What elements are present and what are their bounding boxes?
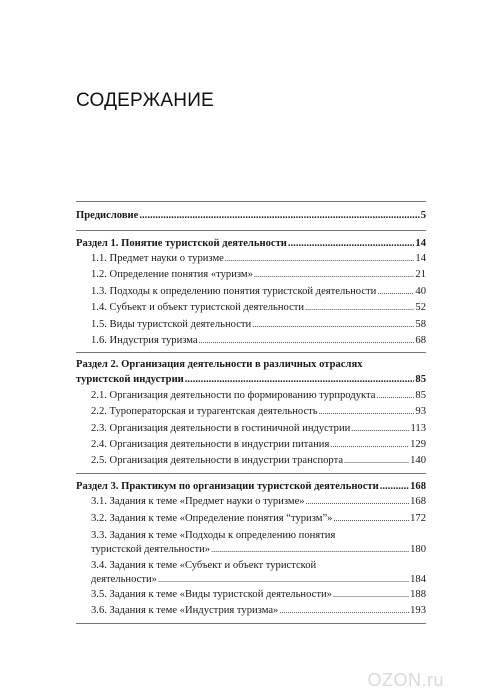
leader-dots xyxy=(252,317,414,333)
section-items xyxy=(76,494,426,620)
leader-dots xyxy=(199,333,415,349)
leader-dots xyxy=(279,603,409,619)
item-page: 193 xyxy=(410,605,426,617)
item-page: 113 xyxy=(410,422,426,434)
leader-dots xyxy=(305,300,414,316)
item-label: 1.6. Индустрия туризма xyxy=(91,334,198,346)
toc-item-line1: 3.3. Задания к теме «Подходы к определению понятия xyxy=(91,530,336,542)
leader-dots xyxy=(158,573,409,587)
item-label: 1.3. Подходы к определению понятия туристской деятельности xyxy=(91,285,377,297)
item-label: 2.1. Организация деятельности по формированию турпродукта xyxy=(91,389,376,401)
toc-section-2 xyxy=(76,353,426,472)
leader-dots xyxy=(139,208,419,224)
toc-item xyxy=(91,404,426,420)
item-label: 1.2. Определение понятия «туризм» xyxy=(91,269,253,281)
item-page: 14 xyxy=(415,253,426,264)
section-title: Раздел 1. Понятие туристской деятельности xyxy=(76,237,287,249)
toc-item xyxy=(91,284,426,300)
item-page: 188 xyxy=(410,589,426,601)
section-title: Раздел 3. Практикум по организации туристской деятельности xyxy=(76,480,379,492)
item-page: 52 xyxy=(415,302,426,314)
toc-item xyxy=(91,543,426,557)
leader-dots xyxy=(288,236,415,252)
item-page: 129 xyxy=(410,439,426,451)
section-page: 14 xyxy=(415,237,426,249)
toc-item xyxy=(91,388,426,404)
toc-item xyxy=(91,421,426,437)
item-label: 2.4. Организация деятельности в индустрии питания xyxy=(91,439,330,451)
leader-dots xyxy=(351,421,409,437)
leader-dots xyxy=(225,251,415,267)
leader-dots xyxy=(254,267,415,283)
leader-dots xyxy=(377,284,414,300)
leader-dots xyxy=(380,479,409,495)
item-page: 68 xyxy=(415,334,426,346)
item-label: 2.2. Туроператорская и турагентская деятельность xyxy=(91,406,318,418)
preface-page: 5 xyxy=(420,210,426,221)
leader-dots xyxy=(330,437,409,453)
leader-dots xyxy=(185,372,415,388)
section-page: 85 xyxy=(415,374,426,386)
toc-item xyxy=(91,511,426,527)
item-page: 93 xyxy=(415,406,426,418)
section-title-line1: Раздел 2. Организация деятельности в различных отраслях xyxy=(76,359,363,371)
item-page: 168 xyxy=(410,496,426,508)
watermark: OZON.ru xyxy=(367,670,444,690)
leader-dots xyxy=(333,511,409,527)
item-label: деятельности» xyxy=(91,574,157,586)
toc-item xyxy=(91,587,426,603)
toc-item xyxy=(91,333,426,349)
item-label: туристской деятельности» xyxy=(91,544,211,556)
divider xyxy=(76,623,426,624)
item-page: 140 xyxy=(410,455,426,467)
toc-preface xyxy=(76,202,426,230)
item-label: 1.1. Предмет науки о туризме xyxy=(91,253,224,264)
section-items xyxy=(76,251,426,349)
leader-dots xyxy=(344,453,409,469)
toc-section-1 xyxy=(76,231,426,353)
item-label: 3.6. Задания к теме «Индустрия туризма» xyxy=(91,605,279,617)
item-page: 180 xyxy=(410,544,426,556)
item-label: 1.5. Виды туристской деятельности xyxy=(91,318,252,330)
item-page: 21 xyxy=(415,269,426,281)
toc-item-line1: 3.4. Задания к теме «Субъект и объект туристской xyxy=(91,560,317,572)
toc-item xyxy=(91,317,426,333)
section-items xyxy=(76,388,426,470)
leader-dots xyxy=(306,494,410,510)
leader-dots xyxy=(211,543,409,557)
leader-dots xyxy=(319,404,415,420)
item-page: 172 xyxy=(410,512,426,524)
section-page: 168 xyxy=(410,480,426,492)
leader-dots xyxy=(333,587,409,603)
toc-item xyxy=(91,437,426,453)
toc-item xyxy=(91,267,426,283)
page-title: СОДЕРЖАНИЕ xyxy=(76,90,214,111)
toc-item xyxy=(91,573,426,587)
leader-dots xyxy=(376,388,414,404)
section-heading xyxy=(76,479,426,495)
item-page: 85 xyxy=(415,389,426,401)
toc-item xyxy=(91,494,426,510)
section-title-line2: туристской индустрии xyxy=(76,374,184,386)
toc-item xyxy=(91,453,426,469)
item-label: 3.2. Задания к теме «Определение понятия “туризм”» xyxy=(91,512,333,524)
item-label: 3.1. Задания к теме «Предмет науки о туризме» xyxy=(91,496,305,508)
item-label: 2.3. Организация деятельности в гостиничной индустрии xyxy=(91,422,351,434)
toc-section-3 xyxy=(76,474,426,623)
toc-item xyxy=(91,251,426,267)
item-page: 184 xyxy=(410,574,426,586)
section-heading xyxy=(76,236,426,252)
preface-label: Предисловие xyxy=(76,210,139,221)
table-of-contents xyxy=(76,201,426,624)
item-label: 2.5. Организация деятельности в индустрии транспорта xyxy=(91,455,344,467)
toc-item xyxy=(91,300,426,316)
section-heading xyxy=(76,358,426,388)
item-page: 40 xyxy=(415,285,426,297)
item-page: 58 xyxy=(415,318,426,330)
item-label: 1.4. Субъект и объект туристской деятельности xyxy=(91,302,305,314)
toc-item xyxy=(91,603,426,619)
item-label: 3.5. Задания к теме «Виды туристской деятельности» xyxy=(91,589,332,601)
